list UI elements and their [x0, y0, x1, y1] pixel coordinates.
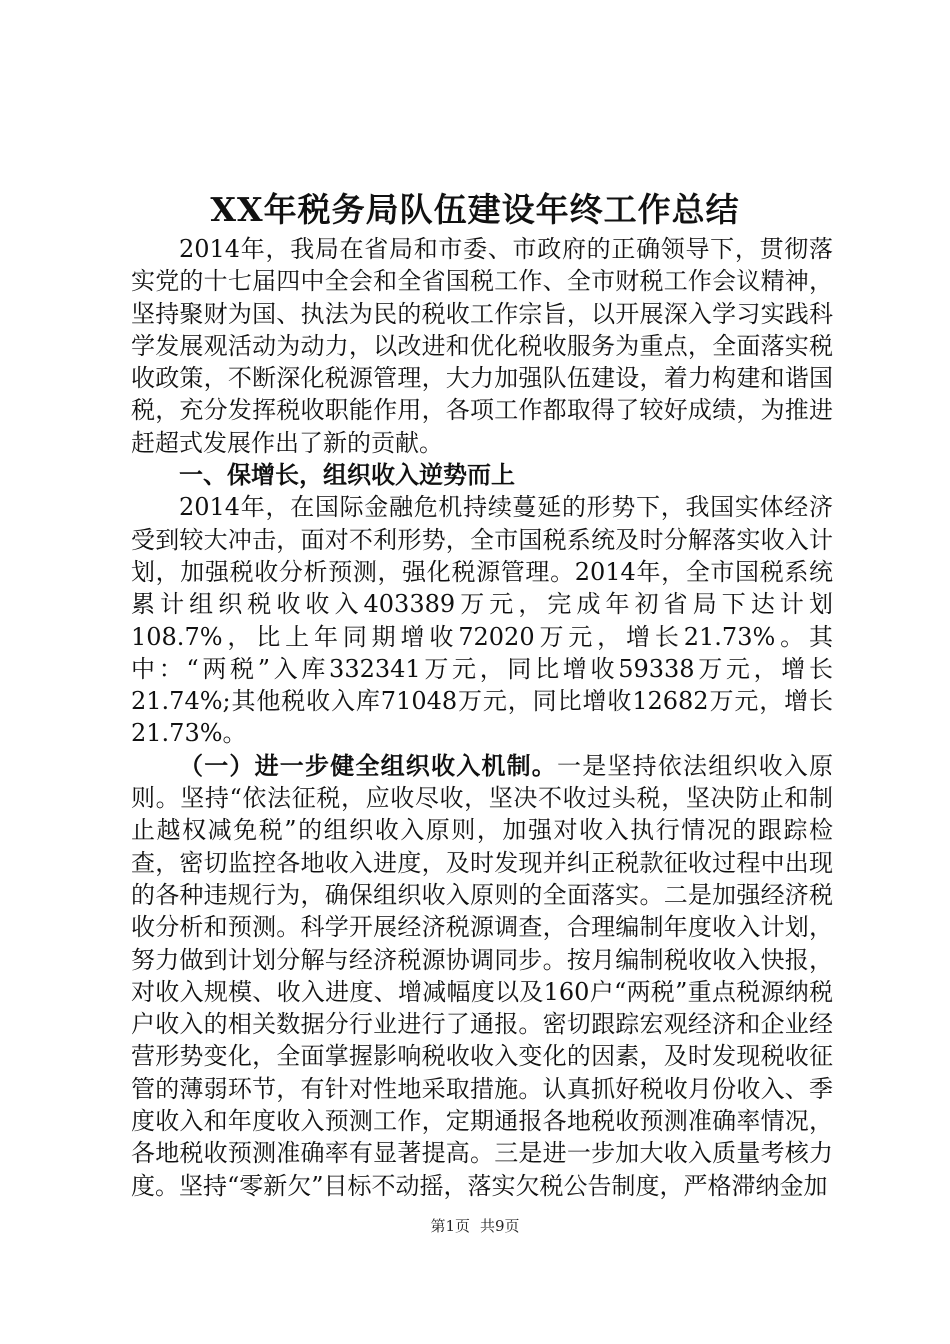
- intro-paragraph: 2014年，我局在省局和市委、市政府的正确领导下，贯彻落实党的十七届四中全会和全省国税工作、全市财税工作会议精神，坚持聚财为国、执法为民的税收工作宗旨，以开展深入学习实践科学发展观活动为动力，以改进和优化税收服务为重点，全面落实税收政策，不断深化税源管理，大力加强队伍建设，着力构建和谐国税，充分发挥税收职能作用，各项工作都取得了较好成绩，为推进赶超式发展作出了新的贡献。: [131, 235, 833, 457]
- section-paragraph: 2014年，在国际金融危机持续蔓延的形势下，我国实体经济受到较大冲击，面对不利形势，全市国税系统及时分解落实收入计划，加强税收分析预测，强化税源管理。2014年，全市国税系统累计组织税收收入403389万元，完成年初省局下达计划108.7%，比上年同期增收72020万元，增长21.73%。其中：“两税”入库332341万元，同比增收59338万元，增长21.74%;其他税收入库71048万元，同比增收12682万元，增长21.73%。: [131, 493, 833, 748]
- document-title: XX年税务局队伍建设年终工作总结: [210, 190, 740, 229]
- subsection-text: 一是坚持依法组织收入原则。坚持“依法征税，应收尽收，坚决不收过头税，坚决防止和制止越权减免税”的组织收入原则，加强对收入执行情况的跟踪检查，密切监控各地收入进度，及时发现并纠正税款征收过程中出现的各种违规行为，确保组织收入原则的全面落实。二是加强经济税收分析和预测。科学开展经济税源调查，合理编制年度收入计划，努力做到计划分解与经济税源协调同步。按月编制税收收入快报，对收入规模、收入进度、增减幅度以及160户“两税”重点税源纳税户收入的相关数据分行业进行了通报。密切跟踪宏观经济和企业经营形势变化，全面掌握影响税收收入变化的因素，及时发现税收征管的薄弱环节，有针对性地采取措施。认真抓好税收月份收入、季度收入和年度收入预测工作，定期通报各地税收预测准确率情况，各地税收预测准确率有显著提高。三是进一步加大收入质量考核力度。坚持“零新欠”目标不动摇，落实欠税公告制度，严格滞纳金加: [131, 751, 833, 1200]
- section-heading: 一、保增长，组织收入逆势而上: [179, 460, 515, 490]
- page-total: 共9页: [480, 1217, 520, 1235]
- page-number: 第1页: [430, 1217, 470, 1235]
- subsection-paragraph: [131, 750, 833, 1202]
- document-body: [131, 233, 833, 1202]
- page-footer: [0, 1216, 950, 1236]
- subsection-heading: （一）进一步健全组织收入机制。: [179, 750, 557, 780]
